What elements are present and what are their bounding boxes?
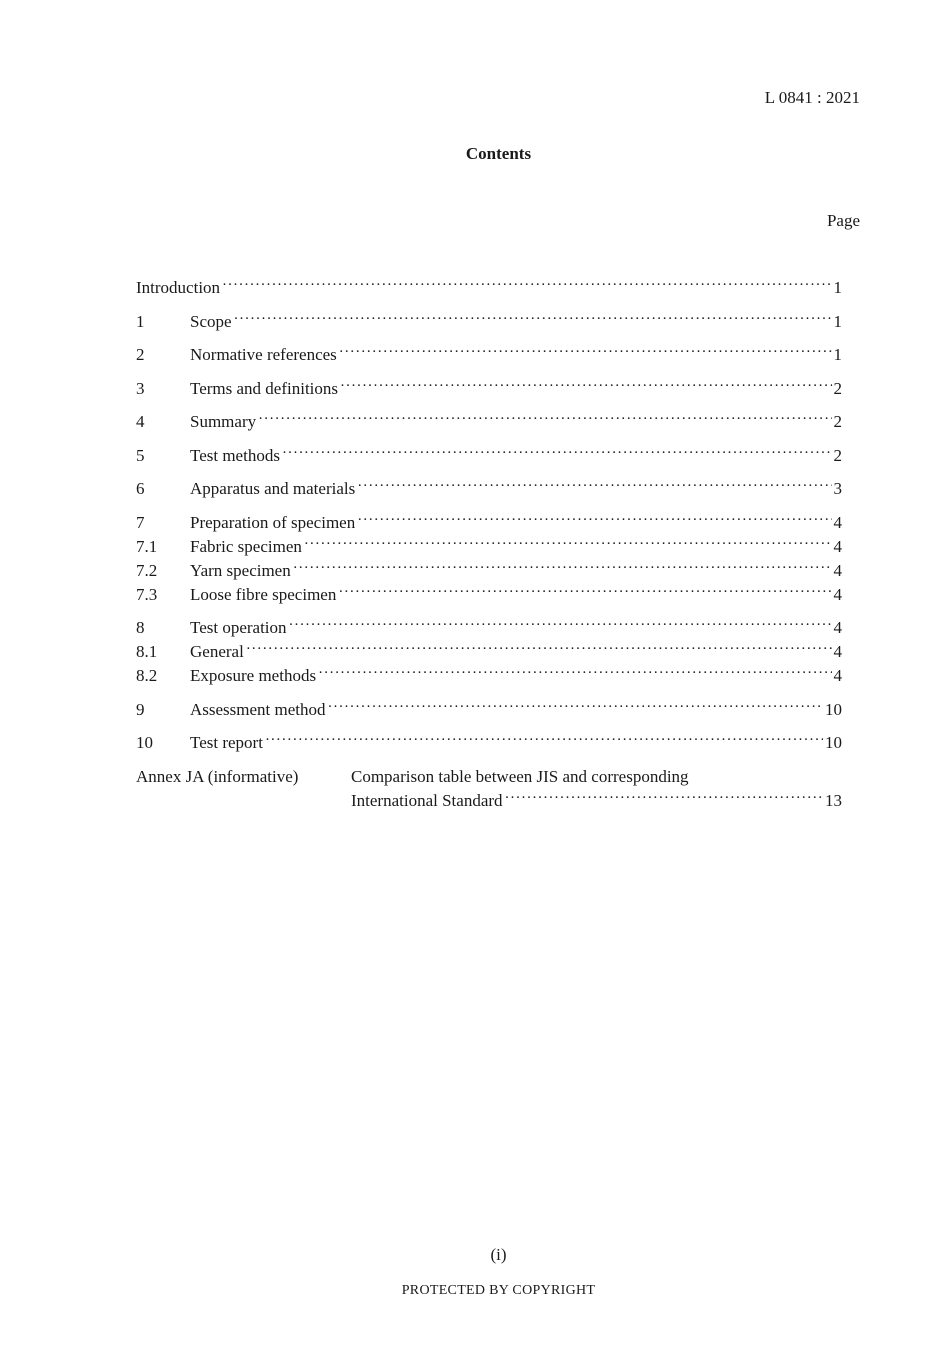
- toc-number: 5: [136, 446, 145, 465]
- toc-leader: [505, 786, 823, 808]
- page-column-label: Page: [826, 211, 860, 230]
- toc-entry-yarn-specimen[interactable]: [136, 560, 842, 582]
- toc-page: 4: [833, 666, 842, 685]
- document-number: L 0841 : 2021: [764, 88, 860, 107]
- toc-leader: [357, 474, 831, 496]
- toc-leader: [304, 532, 832, 554]
- toc-title: Summary: [190, 412, 257, 431]
- toc-page: 4: [833, 585, 842, 604]
- toc-page: 1: [833, 278, 842, 297]
- toc-title: Scope: [190, 312, 232, 331]
- toc-leader: [340, 374, 831, 396]
- toc-entry-fabric-specimen[interactable]: [136, 536, 842, 558]
- toc-leader: [339, 340, 832, 362]
- toc-page: 1: [833, 312, 842, 331]
- toc-number: 2: [136, 345, 145, 364]
- toc-entry-test-methods[interactable]: [136, 445, 842, 467]
- toc-entry-terms-and-definitions[interactable]: [136, 378, 842, 400]
- toc-page: 1: [833, 345, 842, 364]
- toc-page: 2: [833, 412, 842, 431]
- toc-entry-exposure-methods[interactable]: [136, 665, 842, 687]
- toc-entry-test-report[interactable]: [136, 732, 842, 754]
- toc-number: 7.2: [136, 561, 158, 580]
- toc-number: 8: [136, 618, 145, 637]
- toc-page: 10: [825, 700, 842, 719]
- annex-label: Annex JA (informative): [136, 767, 299, 786]
- toc-page: 13: [825, 791, 842, 810]
- page-title: Contents: [465, 144, 532, 163]
- toc-title: Assessment method: [190, 700, 326, 719]
- toc-number: 6: [136, 479, 145, 498]
- toc-page: 3: [833, 479, 842, 498]
- toc-number: 7.3: [136, 585, 158, 604]
- toc-number: 3: [136, 379, 145, 398]
- toc-number: 8.2: [136, 666, 158, 685]
- toc-entry-general[interactable]: [136, 641, 842, 663]
- toc-leader: [318, 661, 831, 683]
- toc-page: 4: [833, 513, 842, 532]
- toc-title: Fabric specimen: [190, 537, 302, 556]
- toc-page: 2: [833, 446, 842, 465]
- toc-leader: [265, 728, 823, 750]
- copyright-notice: PROTECTED BY COPYRIGHT: [401, 1283, 596, 1298]
- toc-entry-test-operation[interactable]: [136, 617, 842, 639]
- toc-entry-preparation-of-specimen[interactable]: [136, 512, 842, 534]
- toc-leader: [258, 407, 831, 429]
- toc-title: Test operation: [190, 618, 287, 637]
- toc-leader: [328, 695, 823, 717]
- toc-entry-normative-references[interactable]: [136, 344, 842, 366]
- toc-number: 10: [136, 733, 153, 752]
- toc-leader: [357, 508, 831, 530]
- toc-title: Exposure methods: [190, 666, 317, 685]
- toc-title: Yarn specimen: [190, 561, 291, 580]
- toc-page: 4: [833, 537, 842, 556]
- toc-page: 10: [825, 733, 842, 752]
- toc-number: 7: [136, 513, 145, 532]
- toc-number: 4: [136, 412, 145, 431]
- toc-number: 1: [136, 312, 145, 331]
- toc-number: 7.1: [136, 537, 158, 556]
- footer-page-number: (i): [490, 1245, 507, 1264]
- toc-title: Terms and definitions: [190, 379, 339, 398]
- toc-page: 4: [833, 642, 842, 661]
- toc-leader: [293, 556, 832, 578]
- toc-entry-assessment-method[interactable]: [136, 699, 842, 721]
- toc-number: 8.1: [136, 642, 158, 661]
- toc-entry-loose-fibre-specimen[interactable]: [136, 584, 842, 606]
- toc-title: General: [190, 642, 244, 661]
- toc-title: Loose fibre specimen: [190, 585, 337, 604]
- toc-title: Normative references: [190, 345, 337, 364]
- toc-leader: [289, 613, 832, 635]
- toc-entry-scope[interactable]: [136, 311, 842, 333]
- toc-title: Introduction: [136, 278, 221, 297]
- toc-page: 4: [833, 618, 842, 637]
- toc-leader: [338, 580, 831, 602]
- toc-leader: [222, 273, 831, 295]
- toc-leader: [234, 307, 832, 329]
- toc-title: Test methods: [190, 446, 280, 465]
- toc-leader: [246, 637, 832, 659]
- toc-entry-introduction[interactable]: [136, 277, 842, 299]
- toc-title: Test report: [190, 733, 263, 752]
- toc-entry-summary[interactable]: [136, 411, 842, 433]
- toc-title: Preparation of specimen: [190, 513, 356, 532]
- toc-title: Apparatus and materials: [190, 479, 356, 498]
- toc-entry-apparatus-and-materials[interactable]: [136, 478, 842, 500]
- toc-page: 2: [833, 379, 842, 398]
- toc-page: 4: [833, 561, 842, 580]
- annex-title-line2: International Standard: [351, 791, 503, 810]
- toc-leader: [282, 441, 832, 463]
- toc-entry-annex-ja[interactable]: [351, 790, 842, 812]
- toc-number: 9: [136, 700, 145, 719]
- annex-title-line1[interactable]: Comparison table between JIS and corresponding: [351, 767, 689, 786]
